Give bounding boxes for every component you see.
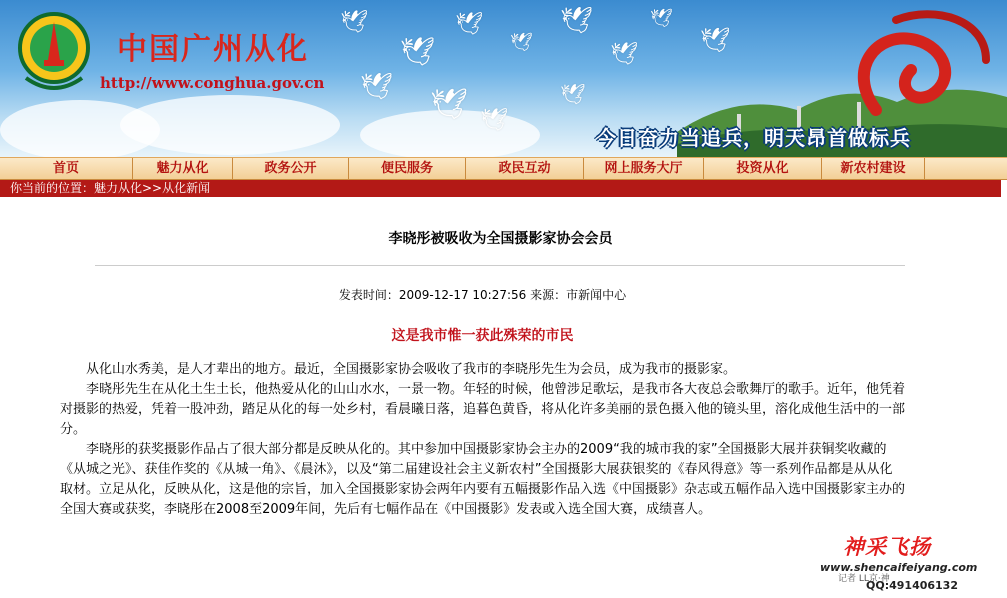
main-nav (0, 157, 1007, 180)
red-sculpture-icon (836, 0, 996, 120)
cloud-decoration (0, 100, 160, 157)
watermark-title: 神采飞扬 (843, 535, 931, 559)
dove-icon: 🕊 (560, 6, 594, 36)
article-title: 李晓彤被吸收为全国摄影家协会会员 (388, 231, 613, 247)
site-name: 中国广州从化 (117, 32, 309, 67)
dove-icon: 🕊 (650, 8, 673, 29)
nav-item-interaction[interactable]: 政民互动 (466, 158, 584, 179)
site-url[interactable]: http://www.conghua.gov.cn (100, 74, 325, 92)
dove-icon: 🕊 (510, 32, 533, 53)
dove-icon: 🕊 (430, 87, 469, 122)
nav-item-online-hall[interactable]: 网上服务大厅 (584, 158, 704, 179)
nav-item-services[interactable]: 便民服务 (349, 158, 466, 179)
city-emblem-logo (16, 8, 92, 92)
dove-icon: 🕊 (560, 82, 586, 106)
dove-icon: 🕊 (700, 26, 731, 54)
nav-item-home[interactable]: 首页 (0, 158, 133, 179)
watermark-qq: QQ:491406132 (866, 579, 958, 592)
dove-icon: 🕊 (340, 10, 368, 35)
article-paragraph: 李晓彤先生在从化土生土长，他热爱从化的山山水水，一景一物。年轻的时候，他曾涉足歌坛，是我市各大夜总会歌舞厅的歌手。近年，他凭着对摄影的热爱，凭着一股冲劲，踏足从化的每一处乡村，看晨曦日落，追暮色黄昏，将从化许多美丽的景色摄入他的镜头里，溶化成他生活中的一部分。 (60, 382, 906, 437)
article-paragraph: 李晓彤的获奖摄影作品占了很大部分都是反映从化的。其中参加中国摄影家协会主办的2009“我的城市我的家”全国摄影大展并获铜奖收藏的《从城之光》、获佳作奖的《从城一角》、《晨沐》，以及“第二届建设社会主义新农村”全国摄影大展获银奖的《春风得意》等一系列作品都是从从化取材。立足从化，反映从化，这是他的宗旨，加入全国摄影家协会两年内要有五幅摄影作品入选《中国摄影》杂志或五幅作品入选中国摄影家主办的全国大赛或获奖，李晓彤在2008至2009年间，先后有七幅作品在《中国摄影》发表或入选全国大赛，成绩喜人。 (60, 442, 906, 517)
header-banner (0, 0, 1007, 157)
watermark-author: 记者 LL京·神 (838, 574, 890, 584)
article-meta: 发表时间：2009-12-17 10:27:56 来源：市新闻中心 (338, 288, 627, 302)
dove-icon: 🕊 (455, 12, 483, 37)
divider (95, 265, 905, 266)
nav-item-new-village[interactable]: 新农村建设 (822, 158, 925, 179)
article-paragraph: 从化山水秀美，是人才辈出的地方。最近，全国摄影家协会吸收了我市的李晓彤先生为会员，成为我市的摄影家。 (86, 362, 737, 377)
nav-item-charm[interactable]: 魅力从化 (133, 158, 233, 179)
article-subtitle: 这是我市惟一获此殊荣的市民 (391, 328, 574, 344)
dove-icon: 🕊 (610, 42, 638, 67)
article-body (60, 360, 905, 520)
watermark-url: www.shencaifeiyang.com (820, 561, 978, 574)
breadcrumb: 你当前的位置：魅力从化>>从化新闻 (0, 180, 1001, 197)
nav-item-government[interactable]: 政务公开 (233, 158, 349, 179)
nav-item-investment[interactable]: 投资从化 (704, 158, 822, 179)
dove-icon: 🕊 (360, 72, 394, 102)
dove-icon: 🕊 (400, 35, 436, 68)
slogan: 今日奋力当追兵，明天昂首做标兵 (596, 126, 911, 150)
dove-icon: 🕊 (480, 108, 508, 133)
